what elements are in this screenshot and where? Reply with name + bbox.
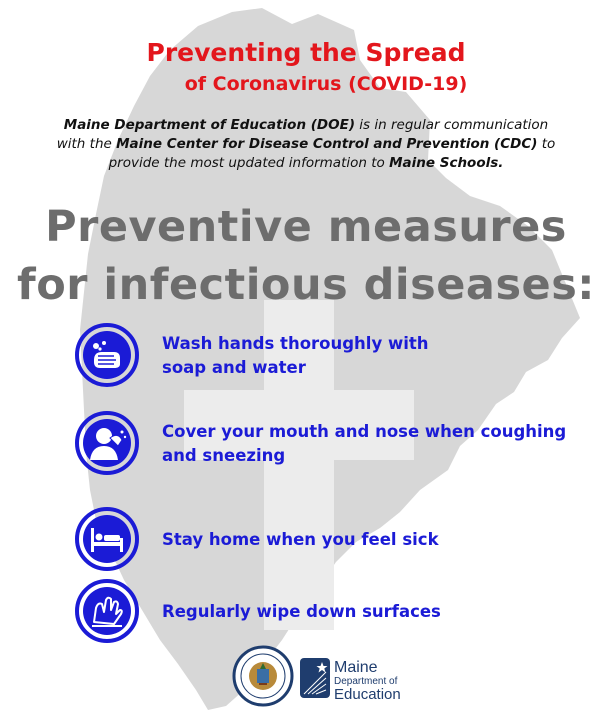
page-title: Preventing the Spread — [146, 38, 466, 67]
measure-text — [162, 578, 602, 646]
measure-line-1: Wash hands thoroughly with — [162, 334, 429, 353]
measure-item-wash-hands — [74, 322, 604, 390]
intro-text-1: is in regular communication with the — [56, 117, 549, 152]
measure-line-1: Stay home when you feel sick — [162, 530, 439, 549]
measure-text — [162, 410, 602, 478]
doe-logo-line-2: Department of — [334, 676, 398, 687]
wipe-surface-icon — [74, 578, 140, 644]
headline-line-2: for infectious diseases: — [17, 260, 595, 310]
measure-line-1: Regularly wipe down surfaces — [162, 602, 441, 621]
intro-org-schools: Maine Schools. — [389, 155, 504, 171]
headline-line-1: Preventive measures — [45, 202, 567, 252]
measure-text — [162, 506, 602, 574]
intro-org-doe: Maine Department of Education (DOE) — [63, 117, 356, 133]
intro-org-cdc: Maine Center for Disease Control and Prevention (CDC) — [116, 136, 538, 152]
measure-line-2: and sneezing — [162, 446, 286, 465]
measure-item-wipe-surfaces — [74, 578, 604, 646]
cough-icon — [74, 410, 140, 476]
headline — [0, 198, 612, 314]
bed-icon — [74, 506, 140, 572]
dhhs-seal-icon — [232, 645, 294, 707]
intro-paragraph — [50, 116, 562, 173]
doe-logo-line-1: Maine — [334, 659, 378, 676]
page-subtitle: of Coronavirus (COVID-19) — [184, 73, 468, 95]
measure-text — [162, 322, 602, 390]
hand-washing-icon — [74, 322, 140, 388]
doe-logo-line-3: Education — [334, 686, 401, 703]
intro-text-2: to provide the most updated information to — [108, 136, 556, 171]
measure-line-2: soap and water — [162, 358, 306, 377]
maine-doe-logo-text — [334, 660, 401, 703]
measure-item-stay-home — [74, 506, 604, 574]
measure-line-1: Cover your mouth and nose when coughing — [162, 422, 567, 441]
measure-item-cover-cough — [74, 410, 604, 478]
